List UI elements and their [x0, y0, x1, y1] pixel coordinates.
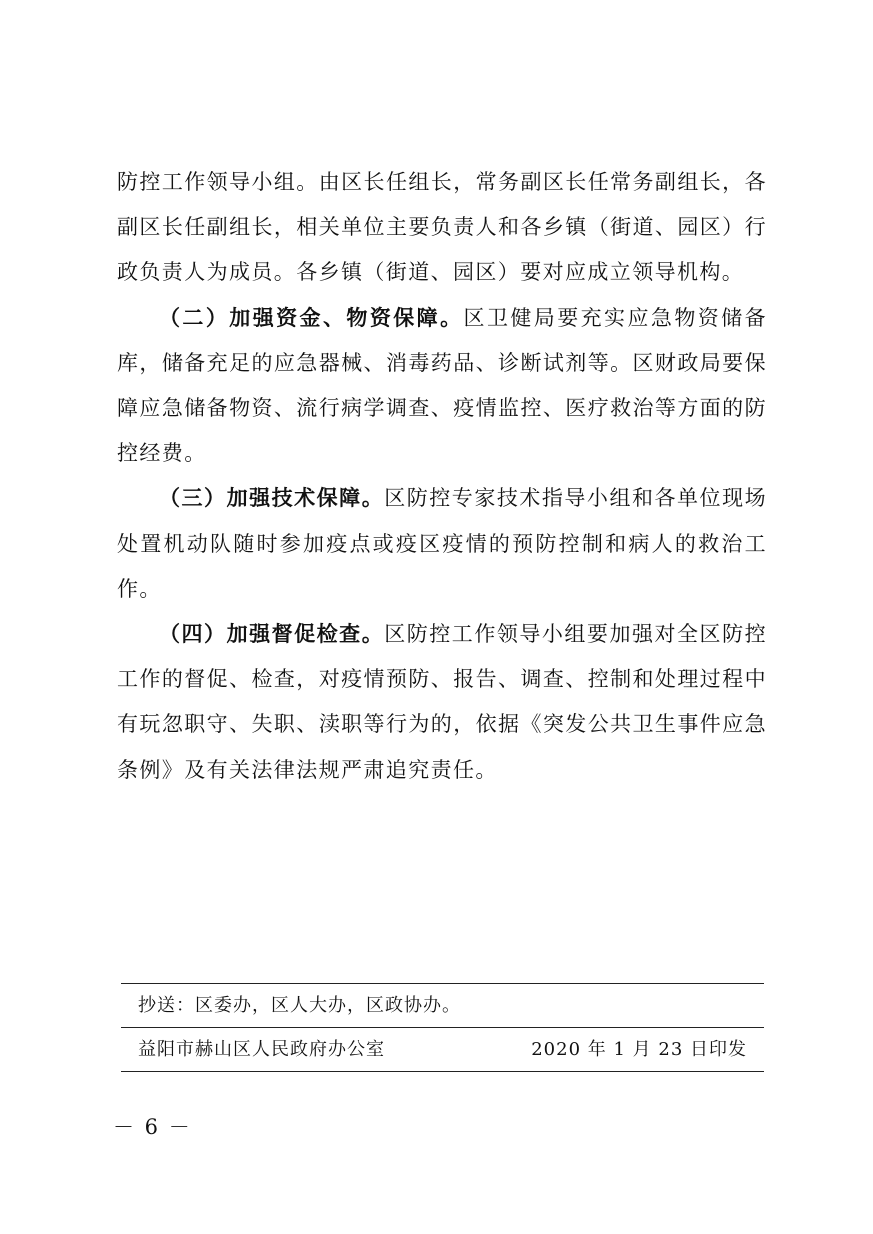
paragraph-text: 区防控专家技术指导小组和各单位现场处置机动队随时参加疫点或疫区疫情的预防控制和病人的救治工作。 — [117, 486, 767, 601]
paragraph-technical-support — [117, 476, 767, 612]
section-heading-funding: （二）加强资金、物资保障。 — [159, 305, 464, 330]
issue-line — [121, 1028, 764, 1071]
paragraph-text: 区防控工作领导小组要加强对全区防控工作的督促、检查，对疫情预防、报告、调查、控制和处理过程中有玩忽职守、失职、渎职等行为的，依据《突发公共卫生事件应急条例》及有关法律法规严肃追究责任。 — [117, 622, 767, 782]
document-body — [117, 160, 767, 793]
paragraph-text: 防控工作领导小组。由区长任组长，常务副区长任常务副组长，各副区长任副组长，相关单位主要负责人和各乡镇（街道、园区）行政负责人为成员。各乡镇（街道、园区）要对应成立领导机构。 — [117, 170, 767, 285]
issue-date: 2020 年 1 月 23 日印发 — [531, 1039, 747, 1060]
section-heading-technical: （三）加强技术保障。 — [159, 486, 385, 511]
paragraph-supervision — [117, 612, 767, 793]
paragraph-text: 区卫健局要充实应急物资储备库，储备充足的应急器械、消毒药品、诊断试剂等。区财政局要保障应急储备物资、流行病学调查、疫情监控、医疗救治等方面的防控经费。 — [117, 305, 767, 466]
paragraph-funding-supplies — [117, 296, 767, 477]
cc-line: 抄送：区委办，区人大办，区政协办。 — [138, 995, 461, 1016]
paragraph-continuation — [117, 160, 767, 296]
section-heading-supervision: （四）加强督促检查。 — [159, 622, 385, 647]
footer-bottom-rule — [121, 1071, 764, 1072]
page-number: － 6 － — [113, 1115, 192, 1139]
document-footer — [121, 983, 764, 1072]
issuer-name: 益阳市赫山区人民政府办公室 — [138, 1039, 385, 1060]
